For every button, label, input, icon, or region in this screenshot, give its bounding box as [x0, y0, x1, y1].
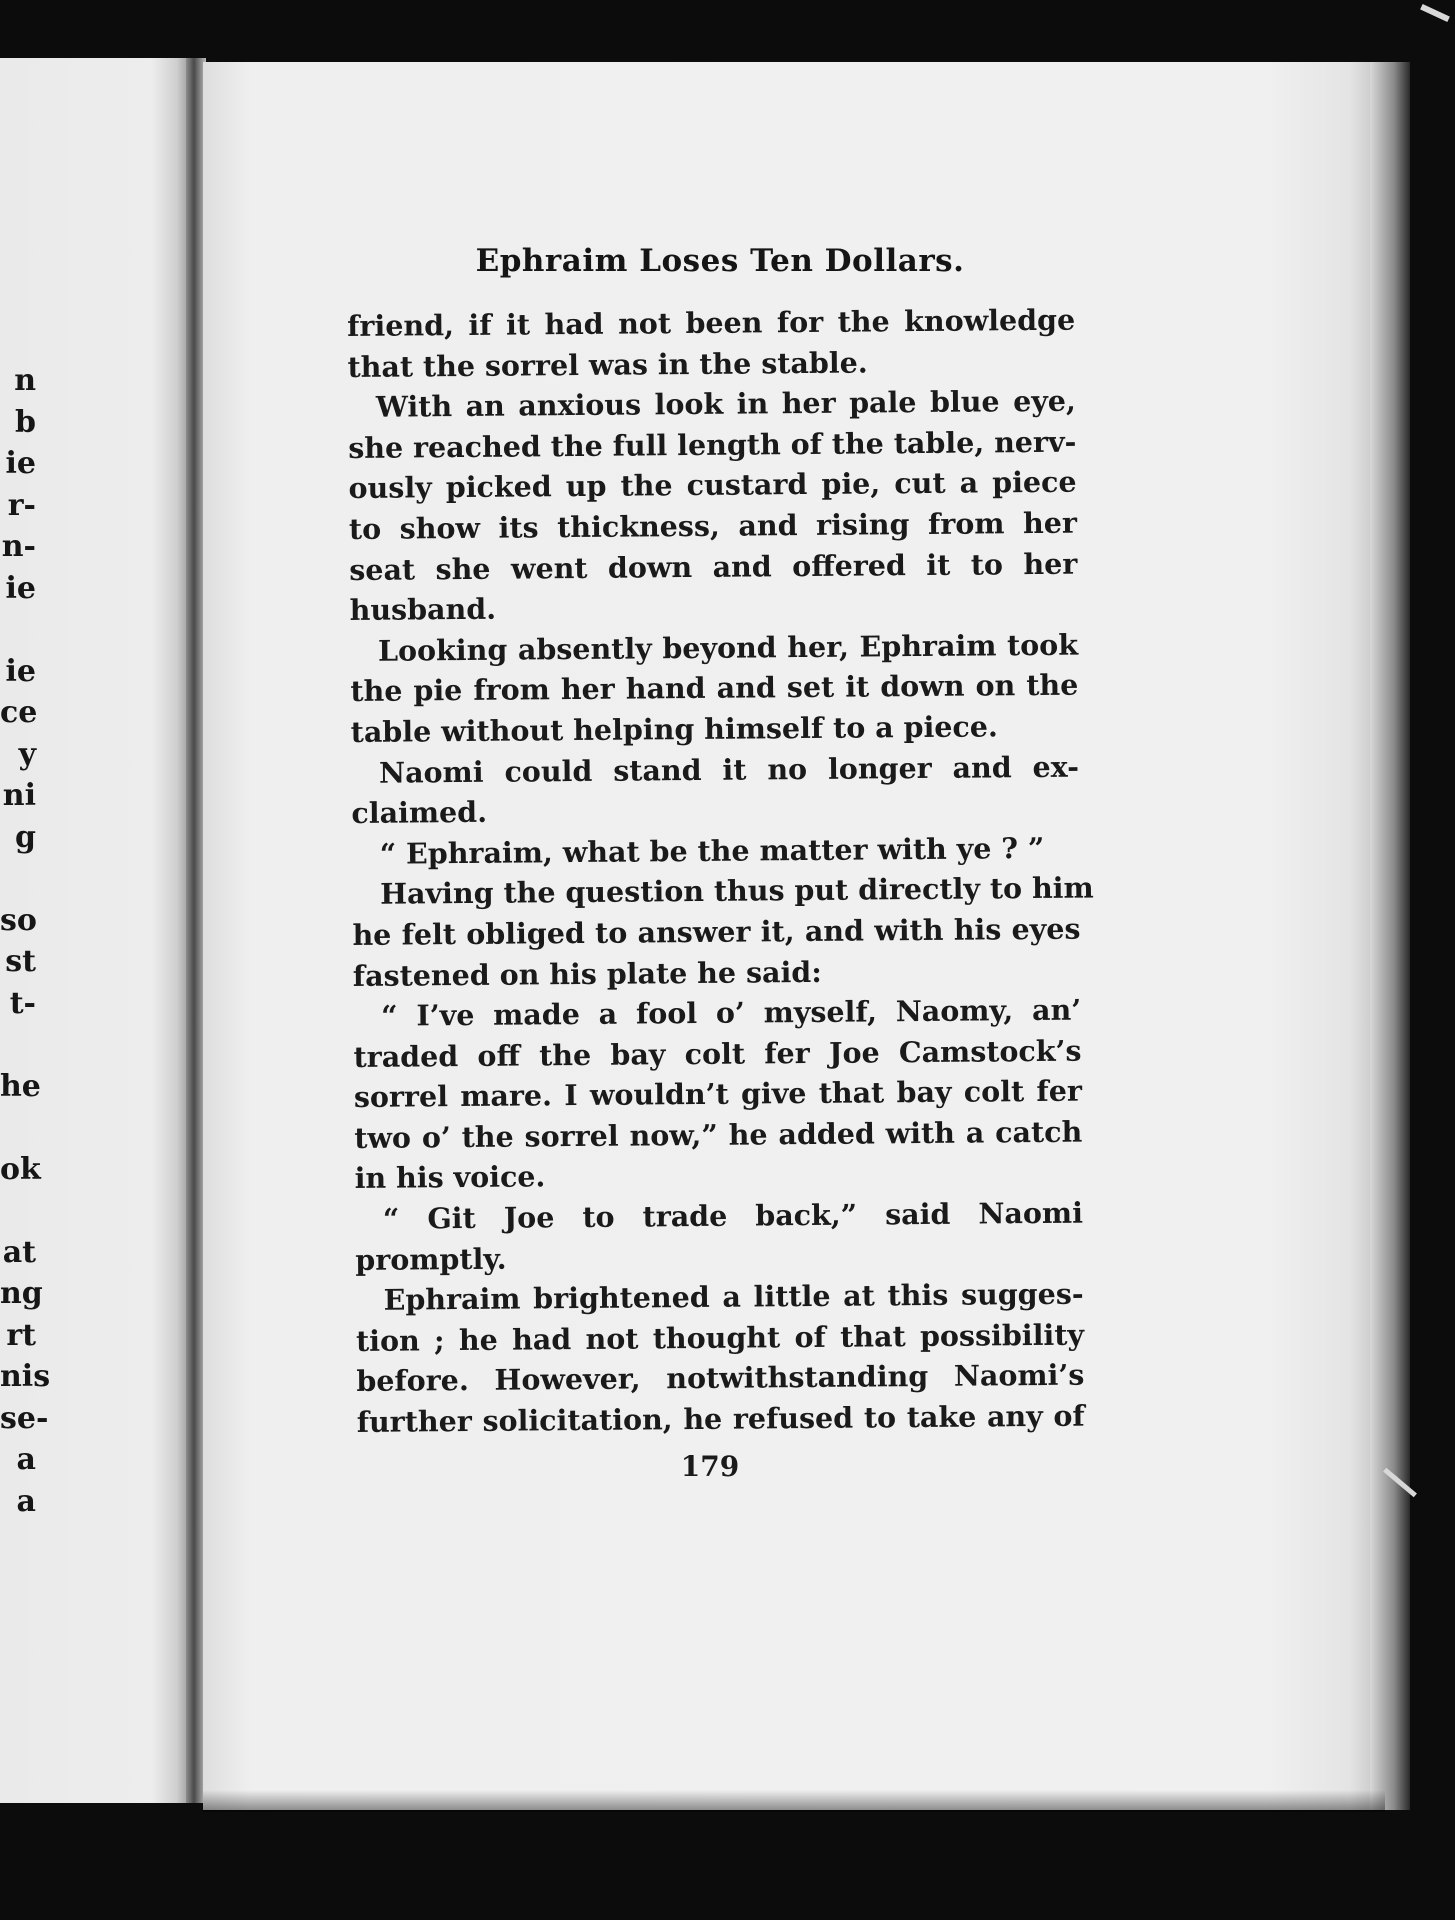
text-line: before. However, notwithstanding Naomi’s: [356, 1358, 1085, 1399]
text-line: traded off the bay colt fer Joe Camstock’s: [353, 1033, 1082, 1074]
text-line: “ Ephraim, what be the matter with ye ? ”: [379, 830, 1045, 871]
left-fragment-line: [0, 1107, 36, 1149]
left-fragment-line: ie: [5, 446, 36, 481]
left-fragment-line: ie: [5, 570, 36, 606]
text-line: in his voice.: [354, 1159, 546, 1196]
left-fragment-line: se-: [0, 1400, 49, 1436]
text-line: claimed.: [351, 794, 488, 831]
left-fragment-line: n-: [1, 529, 36, 564]
left-fragment-line: g: [15, 819, 36, 855]
left-fragment-line: a: [16, 1442, 36, 1477]
page-number: 179: [680, 1450, 740, 1483]
text-line: fastened on his plate he said:: [352, 954, 822, 993]
left-fragment-line: nis: [0, 1359, 51, 1394]
text-line: husband.: [349, 591, 497, 628]
text-line: Ephraim brightened a little at this sugges-: [383, 1276, 1084, 1317]
text-line: ously picked up the custard pie, cut a piece: [348, 465, 1077, 506]
text-line: “ I’ve made a fool o’ myself, Naomy, an’: [381, 992, 1082, 1033]
text-line: the pie from her hand and set it down on the: [350, 667, 1079, 709]
page-edge-shadow: [1370, 62, 1410, 1810]
left-fragment-line: he: [0, 1068, 41, 1104]
left-fragment-line: st: [5, 944, 36, 979]
left-fragment-line: ok: [0, 1151, 41, 1187]
left-page-text-fragments: [0, 360, 51, 1522]
left-fragment-line: ie: [5, 653, 36, 689]
text-line: Looking absently beyond her, Ephraim took: [377, 627, 1079, 668]
text-line: further solicitation, he refused to take any of: [356, 1398, 1085, 1439]
left-fragment-line: [0, 609, 36, 651]
left-fragment-line: ng: [0, 1276, 43, 1311]
text-line: tion ; he had not thought of that possibility: [355, 1317, 1085, 1358]
text-line: Having the question thus put directly to him: [379, 870, 1094, 912]
page-body-text: [347, 300, 1094, 1443]
running-head: Ephraim Loses Ten Dollars.: [475, 243, 965, 279]
left-fragment-line: at: [2, 1234, 36, 1270]
left-fragment-line: [0, 1024, 36, 1066]
left-fragment-line: ni: [2, 778, 36, 813]
bottom-edge-shadow: [203, 1790, 1385, 1812]
text-line: table without helping himself to a piece.: [350, 709, 999, 749]
text-line: sorrel mare. I wouldn’t give that bay colt fer: [353, 1073, 1083, 1115]
text-line: With an anxious look in her pale blue eye,: [375, 383, 1077, 424]
left-page: [0, 58, 190, 1803]
left-fragment-line: n: [14, 363, 36, 398]
text-line: “ Git Joe to trade back,” said Naomi: [382, 1195, 1084, 1236]
left-fragment-line: ce: [0, 695, 38, 730]
left-fragment-line: a: [16, 1483, 36, 1519]
text-line: friend, if it had not been for the knowledge: [347, 302, 1076, 343]
text-line: to show its thickness, and rising from her: [348, 505, 1078, 546]
left-fragment-line: so: [0, 902, 37, 938]
left-fragment-line: r-: [7, 487, 36, 523]
left-fragment-line: rt: [6, 1317, 36, 1353]
left-fragment-line: y: [18, 736, 36, 772]
left-fragment-line: t-: [9, 985, 36, 1021]
text-line: seat she went down and offered it to her: [349, 546, 1078, 587]
text-line: that the sorrel was in the stable.: [347, 345, 868, 384]
left-fragment-line: [0, 858, 36, 900]
left-fragment-line: [0, 1190, 36, 1232]
left-fragment-line: b: [15, 404, 36, 440]
text-line: he felt obliged to answer it, and with his eyes: [352, 911, 1081, 952]
text-line: Naomi could stand it no longer and ex-: [378, 749, 1080, 790]
text-line: promptly.: [355, 1241, 507, 1277]
text-line: two o’ the sorrel now,” he added with a catch: [354, 1114, 1083, 1155]
text-line: she reached the full length of the table, nerv-: [348, 424, 1077, 465]
